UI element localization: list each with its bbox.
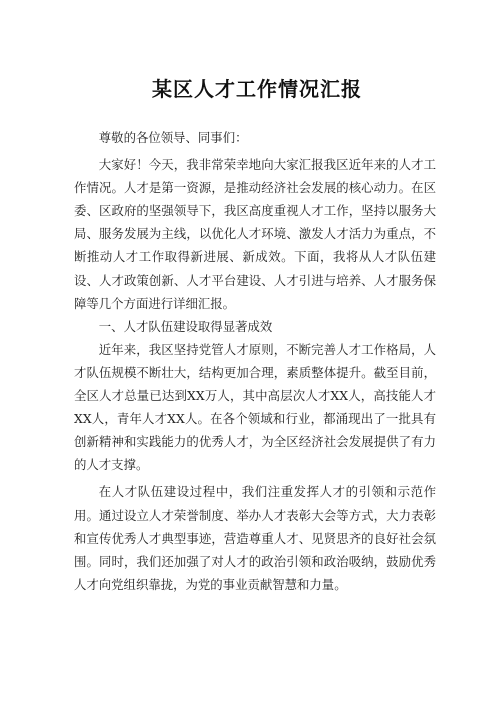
document-body <box>74 126 436 596</box>
paragraph-talent-guidance: 在人才队伍建设过程中，我们注重发挥人才的引领和示范作用。通过设立人才荣誉制度、举办人才表彰大会等方式，大力表彰和宣传优秀人才典型事迹，营造尊重人才、见贤思齐的良好社会氛围。同时，我们还加强了对人才的政治引领和政治吸纳，鼓励优秀人才向党组织靠拢，为党的事业贡献智慧和力量。 <box>74 484 436 592</box>
section-heading-1: 一、人才队伍建设取得显著成效 <box>98 318 273 334</box>
document-title: 某区人才工作情况汇报 <box>152 77 362 101</box>
salutation: 尊敬的各位领导、同事们： <box>98 130 248 145</box>
paragraph-talent-team: 近年来，我区坚持党管人才原则，不断完善人才工作格局，人才队伍规模不断壮大，结构更加合理，素质整体提升。截至目前，全区人才总量已达到XX万人，其中高层次人才XX人，高技能人才XX人，青年人才XX人。在各个领域和行业，都涌现出了一批具有创新精神和实践能力的优秀人才，为全区经济社会发展提供了有力的人才支撑。 <box>74 341 436 473</box>
paragraph-intro: 大家好！今天，我非常荣幸地向大家汇报我区近年来的人才工作情况。人才是第一资源，是推动经济社会发展的核心动力。在区委、区政府的坚强领导下，我区高度重视人才工作，坚持以服务大局、服务发展为主线，以优化人才环境、激发人才活力为重点，不断推动人才工作取得新进展、新成效。下面，我将从人才队伍建设、人才政策创新、人才平台建设、人才引进与培养、人才服务保障等几个方面进行详细汇报。 <box>74 157 436 311</box>
